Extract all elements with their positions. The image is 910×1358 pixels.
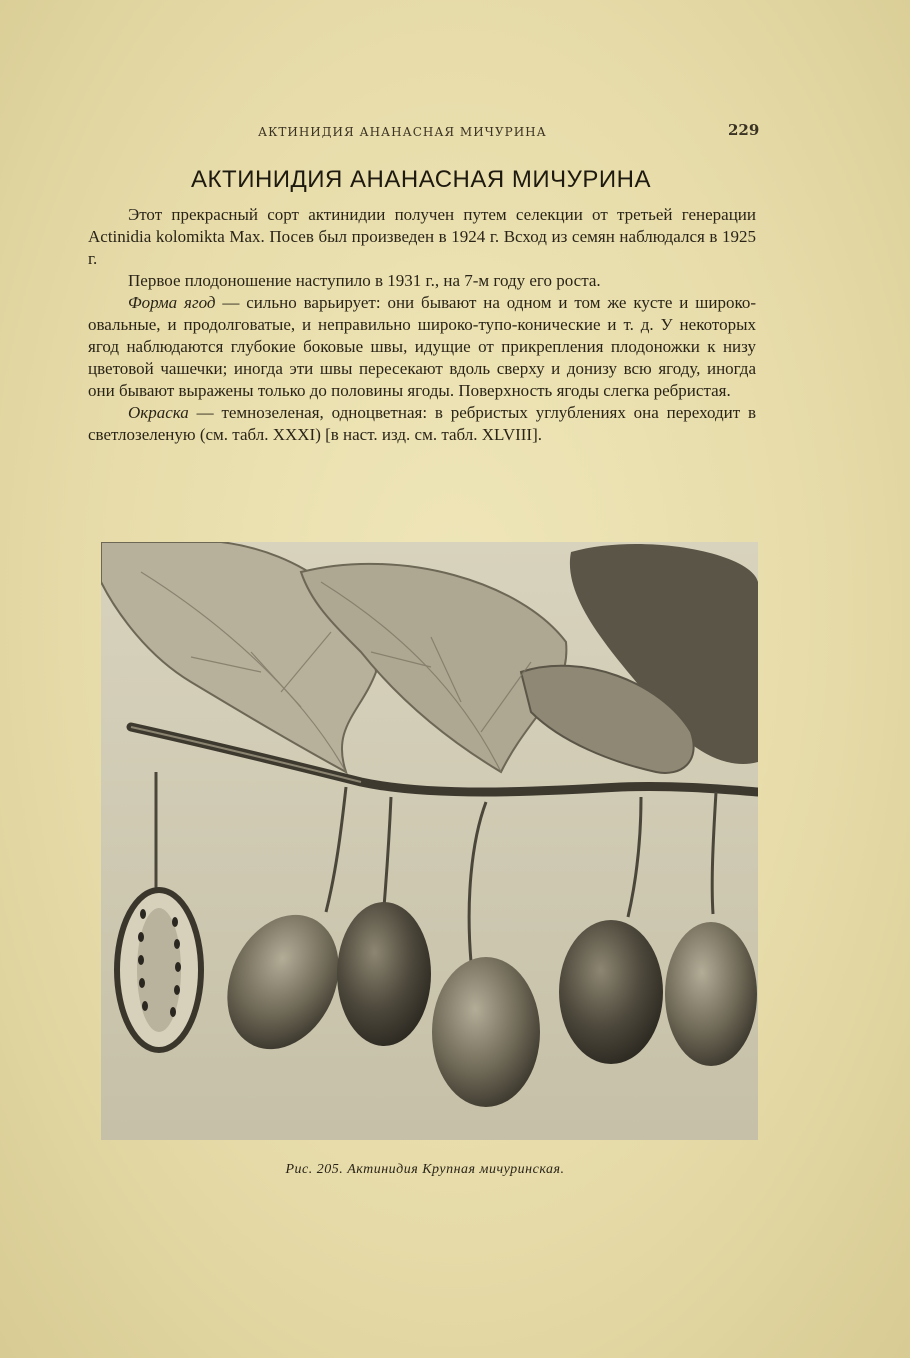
berry-3	[337, 902, 431, 1046]
body-text	[88, 204, 756, 446]
paragraph-color	[88, 402, 756, 446]
paragraph-fruiting: Первое плодоношение наступило в 1931 г., на 7-м году его роста.	[128, 271, 601, 290]
article-title: АКТИНИДИЯ АНАНАСНАЯ МИЧУРИНА	[191, 166, 651, 193]
berry-5	[559, 920, 663, 1064]
figure-photo	[101, 542, 758, 1140]
color-text: — темнозеленая, одноцветная: в ребристых углублениях она переходит в светлозеленую (см. табл. XXXI) [в наст. изд. см. табл. XLVIII].	[88, 403, 756, 444]
paragraph-berry-shape	[88, 292, 756, 402]
kiwi-branch-illustration	[101, 542, 758, 1140]
berry-shape-text: — сильно варьирует: они бывают на одном и том же кусте и широко-овальные, и продолговатые, и неправильно широко-тупо-конические и т. д. У некоторых ягод наблюдаются глубокие боковые швы, идущие от прикрепления плодоножки к низу цветовой чашечки; иногда эти швы пересекают вдоль сверху и донизу всю ягоду, иногда они бывают выражены только до половины ягоды. Поверхность ягоды слегка ребристая.	[88, 293, 756, 400]
berry-4	[432, 957, 540, 1107]
berry-cut	[117, 890, 201, 1050]
figure-caption: Рис. 205. Актинидия Крупная мичуринская.	[285, 1162, 565, 1177]
page-number: 229	[728, 121, 760, 139]
running-title: АКТИНИДИЯ АНАНАСНАЯ МИЧУРИНА	[258, 125, 547, 139]
term-color: Окраска	[128, 403, 189, 422]
term-berry-shape: Форма ягод	[128, 293, 216, 312]
berry-6	[665, 922, 757, 1066]
paragraph-origin: Этот прекрасный сорт актинидии получен путем селекции от третьей генерации Actinidia kolomikta Max. Посев был произведен в 1924 г. Всход из семян наблюдался в 1925 г.	[88, 205, 756, 268]
